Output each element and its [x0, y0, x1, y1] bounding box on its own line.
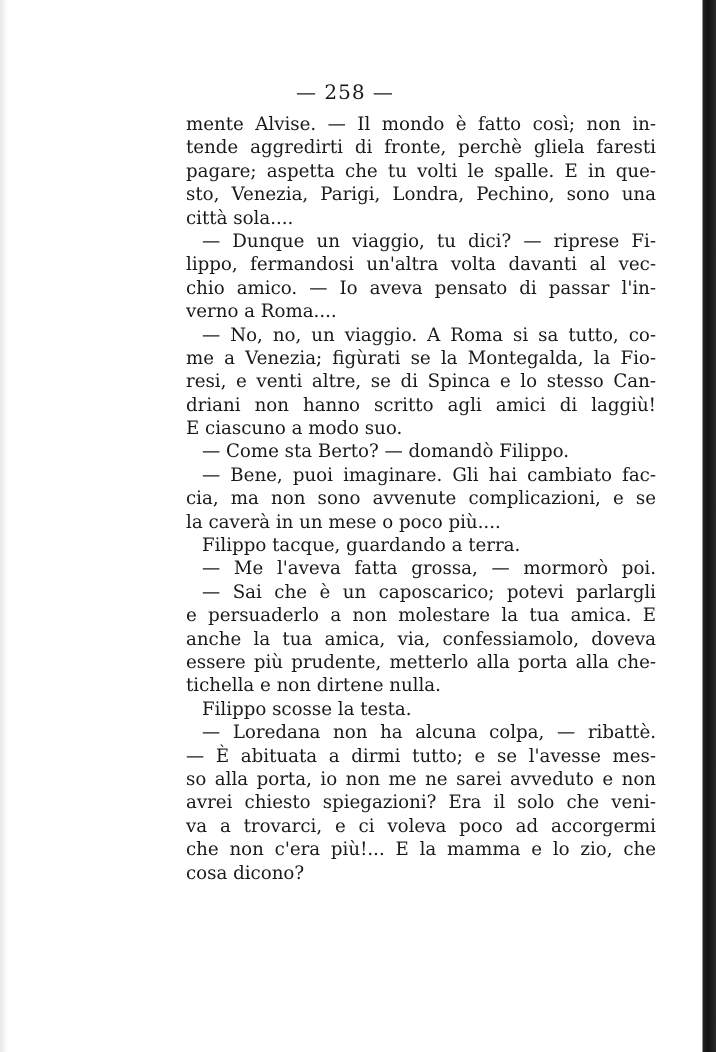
page-left-margin-shadow — [0, 0, 8, 1052]
text-line: — Me l'aveva fatta grossa, — mormorò poi. — [202, 558, 656, 580]
text-line: Filippo tacque, guardando a terra. — [202, 535, 521, 557]
text-line: anche la tua amica, via, confessiamolo, doveva — [186, 628, 656, 650]
text-line: — Loredana non ha alcuna colpa, — ribattè. — [202, 722, 656, 744]
text-line: so alla porta, io non me ne sarei avveduto e non — [186, 768, 656, 790]
text-line: essere più prudente, metterlo alla porta alla che- — [186, 651, 656, 673]
text-line: pagare; aspetta che tu volti le spalle. E in que- — [186, 160, 656, 182]
text-line: avrei chiesto spiegazioni? Era il solo che veni- — [186, 792, 656, 814]
text-line: città sola.... — [186, 207, 294, 229]
text-line: chio amico. — Io aveva pensato di passar l'in- — [186, 277, 656, 299]
text-line: resi, e venti altre, se di Spinca e lo stesso Can- — [186, 371, 656, 393]
text-line: cia, ma non sono avvenute complicazioni, e se — [186, 488, 656, 510]
text-line: va a trovarci, e ci voleva poco ad accorgermi — [186, 815, 656, 837]
text-line: tende aggredirti di fronte, perchè gliela faresti — [186, 137, 656, 159]
text-line: sto, Venezia, Parigi, Londra, Pechino, sono una — [186, 184, 656, 206]
text-line: me a Venezia; figùrati se la Montegalda, la Fio- — [186, 347, 656, 369]
text-line: — Bene, puoi imaginare. Gli hai cambiato fac- — [202, 464, 656, 486]
page-number: — 258 — — [296, 80, 394, 104]
book-binding-edge — [694, 0, 716, 1052]
text-line: e persuaderlo a non molestare la tua amica. E — [186, 605, 656, 627]
text-line: la caverà in un mese o poco più.... — [186, 511, 501, 533]
body-text — [186, 113, 656, 885]
text-line: che non c'era più!... E la mamma e lo zio, che — [186, 839, 656, 861]
text-line: tichella e non dirtene nulla. — [186, 675, 441, 697]
text-line: Filippo scosse la testa. — [202, 698, 412, 720]
text-line: — No, no, un viaggio. A Roma si sa tutto, co- — [202, 324, 656, 346]
text-line: cosa dicono? — [186, 862, 305, 884]
text-line: lippo, fermandosi un'altra volta davanti al vec- — [186, 254, 656, 276]
text-line: driani non hanno scritto agli amici di laggiù! — [186, 394, 656, 416]
text-line: — È abituata a dirmi tutto; e se l'avesse mes- — [186, 745, 656, 767]
text-line: — Dunque un viaggio, tu dici? — riprese Fi- — [202, 230, 656, 252]
text-line: E ciascuno a modo suo. — [186, 418, 403, 440]
text-line: verno a Roma.... — [186, 301, 337, 323]
text-line: mente Alvise. — Il mondo è fatto così; non in- — [186, 114, 656, 135]
text-line: — Come sta Berto? — domandò Filippo. — [202, 441, 570, 463]
text-line: — Sai che è un caposcarico; potevi parlargli — [202, 581, 656, 603]
